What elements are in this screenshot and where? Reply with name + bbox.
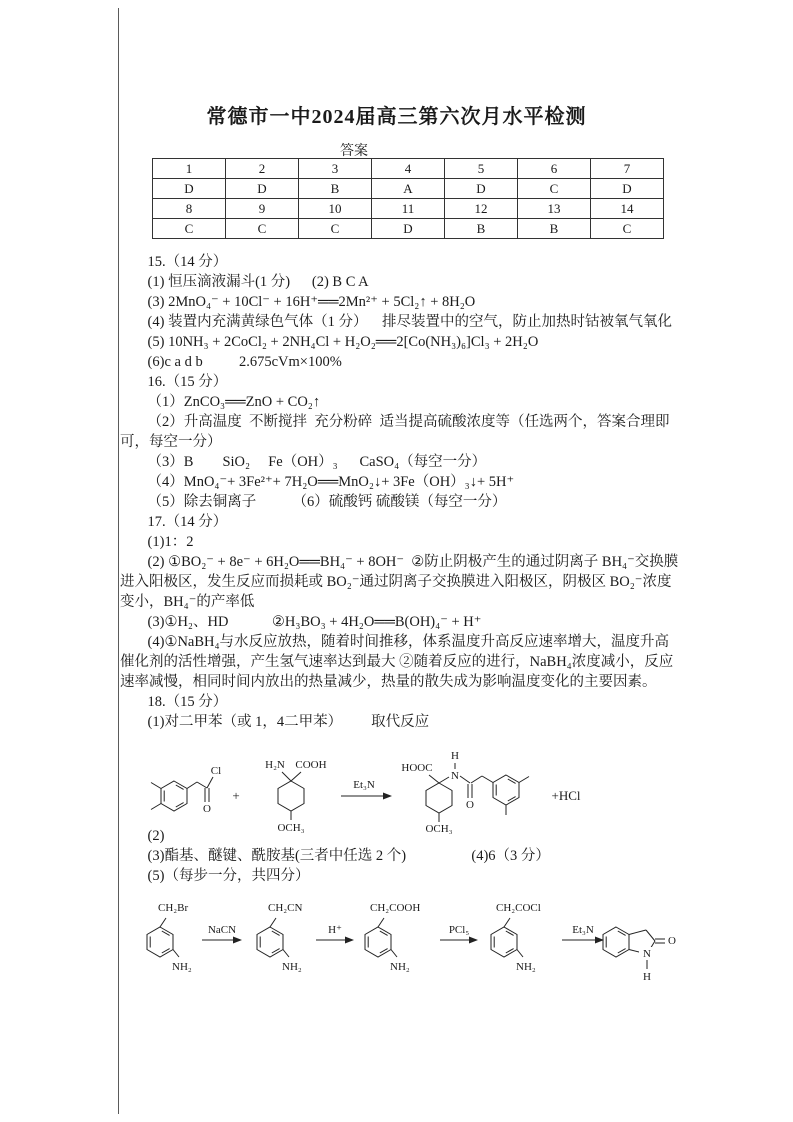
carboxyl-label: COOH: [295, 759, 327, 771]
group-label: CH₂Br: [158, 902, 189, 914]
benzene-ring: [161, 781, 187, 811]
methoxy-label: OCH₃: [425, 823, 453, 835]
amine-label: NH₂: [172, 961, 192, 973]
group-label: CH₂COCl: [496, 902, 541, 914]
q17-heading: 17.（14 分）: [147, 514, 228, 530]
q17-line-2: (2) ①BO₂⁻ + 8e⁻ + 6H₂O══BH₄⁻ + 8OH⁻ ②防止阴极产生的通过阴离子 BH₄⁻交换膜进入阳极区，发生反应而损耗或 BO₂⁻通过阴离子交换膜进入阳极区，阴极区 BO₂⁻浓度变小，BH₄⁻的产率低: [120, 554, 679, 610]
byproduct-label: +HCl: [551, 788, 581, 803]
answer-cell: 10: [299, 199, 372, 219]
answer-cell: D: [226, 179, 299, 199]
q16-line-5: （5）除去铜离子 （6）硫酸钙 硫酸镁（每空一分）: [147, 494, 507, 510]
answer-table-row: [153, 159, 664, 179]
answer-cell: B: [518, 219, 591, 239]
q16-line-4: （4）MnO₄⁻+ 3Fe²⁺+ 7H₂O══MnO₂↓+ 3Fe（OH）₃↓+ 5H⁺: [147, 474, 515, 490]
answer-cell: 13: [518, 199, 591, 219]
q15-line-4: (5) 10NH₃ + 2CoCl₂ + 2NH₄Cl + H₂O₂══2[Co(NH₃)₆]Cl₃ + 2H₂O: [147, 334, 539, 350]
carboxyl-label: HOOC: [401, 762, 433, 774]
q15-line-2: (3) 2MnO₄⁻ + 10Cl⁻ + 16H⁺══2Mn²⁺ + 5Cl₂↑ + 8H₂O: [147, 294, 476, 310]
answer-cell: 9: [226, 199, 299, 219]
reagent-label: NaCN: [207, 924, 237, 936]
cyclohexane-ring: [426, 783, 452, 813]
benzene-ring: [365, 927, 391, 957]
answer-table-row: [153, 199, 664, 219]
benzene-ring: [257, 927, 283, 957]
q16-heading: 16.（15 分）: [147, 374, 228, 390]
answer-cell: B: [445, 219, 518, 239]
q18-line-4: (5)（每步一分，共四分）: [147, 868, 310, 884]
answer-cell: C: [518, 179, 591, 199]
hydrogen-label: H: [451, 750, 459, 762]
amine-label: NH₂: [516, 961, 536, 973]
answer-cell: 14: [591, 199, 664, 219]
answer-cell: 6: [518, 159, 591, 179]
reagent-label: PCl₅: [448, 924, 470, 936]
answer-cell: D: [591, 179, 664, 199]
answer-cell: D: [153, 179, 226, 199]
answer-cell: C: [153, 219, 226, 239]
chlorine-label: Cl: [210, 765, 222, 777]
answer-cell: 3: [299, 159, 372, 179]
reaction-scheme-2: [122, 892, 680, 987]
q18-line-1: (1)对二甲苯（或 1，4二甲苯） 取代反应: [147, 714, 430, 730]
nitrogen-label: N: [451, 770, 459, 782]
arrow-head-icon: [469, 937, 478, 944]
arrow-head-icon: [345, 937, 354, 944]
answer-cell: 2: [226, 159, 299, 179]
q16-line-2: （2）升高温度 不断搅拌 充分粉碎 适当提高硫酸浓度等（任选两个，答案合理即可，每空一分）: [120, 414, 670, 450]
answer-cell: C: [299, 219, 372, 239]
left-margin-line: [118, 8, 119, 1114]
page-title: 常德市一中2024届高三第六次月水平检测: [206, 106, 587, 128]
reagent-label: Et₃N: [353, 779, 375, 791]
answer-cell: 8: [153, 199, 226, 219]
cyclohexane-ring: [278, 781, 304, 811]
q18-line-2: (2): [147, 828, 165, 844]
q18-heading: 18.（15 分）: [147, 694, 228, 710]
answer-table-row: [153, 179, 664, 199]
benzene-ring: [147, 927, 173, 957]
oxygen-label: O: [668, 935, 676, 947]
amine-label: H₂N: [265, 759, 285, 771]
reaction-scheme-1: [134, 738, 669, 840]
reagent-label: H⁺: [328, 924, 342, 936]
amine-label: NH₂: [390, 961, 410, 973]
answer-cell: C: [226, 219, 299, 239]
q17-line-3: (3)①H₂、HD ②H₃BO₃ + 4H₂O══B(OH)₄⁻ + H⁺: [147, 614, 482, 630]
q15-line-1: (1) 恒压滴液漏斗(1 分) (2) B C A: [147, 274, 369, 290]
oxygen-label: O: [203, 803, 211, 815]
group-label: CH₂CN: [268, 902, 303, 914]
arrow-head-icon: [383, 793, 392, 800]
benzene-ring: [603, 927, 629, 957]
answer-cell: B: [299, 179, 372, 199]
methoxy-label: OCH₃: [277, 822, 305, 834]
answer-cell: 5: [445, 159, 518, 179]
answer-table: [152, 158, 664, 239]
oxygen-label: O: [466, 799, 474, 811]
answer-cell: 11: [372, 199, 445, 219]
q15-line-5: (6)c a d b 2.675cVm×100%: [147, 354, 342, 370]
answer-cell: 4: [372, 159, 445, 179]
answer-cell: C: [591, 219, 664, 239]
answer-cell: 7: [591, 159, 664, 179]
answer-cell: 12: [445, 199, 518, 219]
q17-line-1: (1)1：2: [147, 534, 194, 550]
q15-heading: 15.（14 分）: [147, 254, 228, 270]
benzene-ring: [491, 927, 517, 957]
benzene-ring: [493, 775, 519, 805]
answer-table-row: [153, 219, 664, 239]
answer-body: [120, 252, 680, 989]
q18-line-3: (3)酯基、醚键、酰胺基(三者中任选 2 个) (4)6（3 分）: [147, 848, 550, 864]
q16-line-1: （1）ZnCO₃══ZnO + CO₂↑: [147, 394, 321, 410]
group-label: CH₂COOH: [370, 902, 421, 914]
plus-sign: +: [232, 788, 240, 803]
arrow-head-icon: [233, 937, 242, 944]
nitrogen-label: N: [643, 948, 651, 960]
hydrogen-label: H: [643, 971, 651, 983]
q16-line-3: （3）B SiO₂ Fe（OH）₃ CaSO₄（每空一分）: [147, 454, 487, 470]
answer-cell: D: [445, 179, 518, 199]
answer-table-body: [153, 159, 664, 239]
answer-cell: D: [372, 219, 445, 239]
reagent-label: Et₃N: [572, 924, 594, 936]
amine-label: NH₂: [282, 961, 302, 973]
answer-cell: 1: [153, 159, 226, 179]
q17-line-4: (4)①NaBH₄与水反应放热，随着时间推移，体系温度升高反应速率增大，温度升高催化剂的活性增强，产生氢气速率达到最大 ②随着反应的进行，NaBH₄浓度减小，反应速率减慢，相同时间内放出的热量减少，热量的散失成为影响温度变化的主要因素。: [120, 634, 674, 690]
answer-cell: A: [372, 179, 445, 199]
q15-line-3: (4) 装置内充满黄绿色气体（1 分） 排尽装置中的空气，防止加热时钴被氧气氧化: [147, 314, 672, 330]
answer-label: 答案: [340, 144, 368, 159]
